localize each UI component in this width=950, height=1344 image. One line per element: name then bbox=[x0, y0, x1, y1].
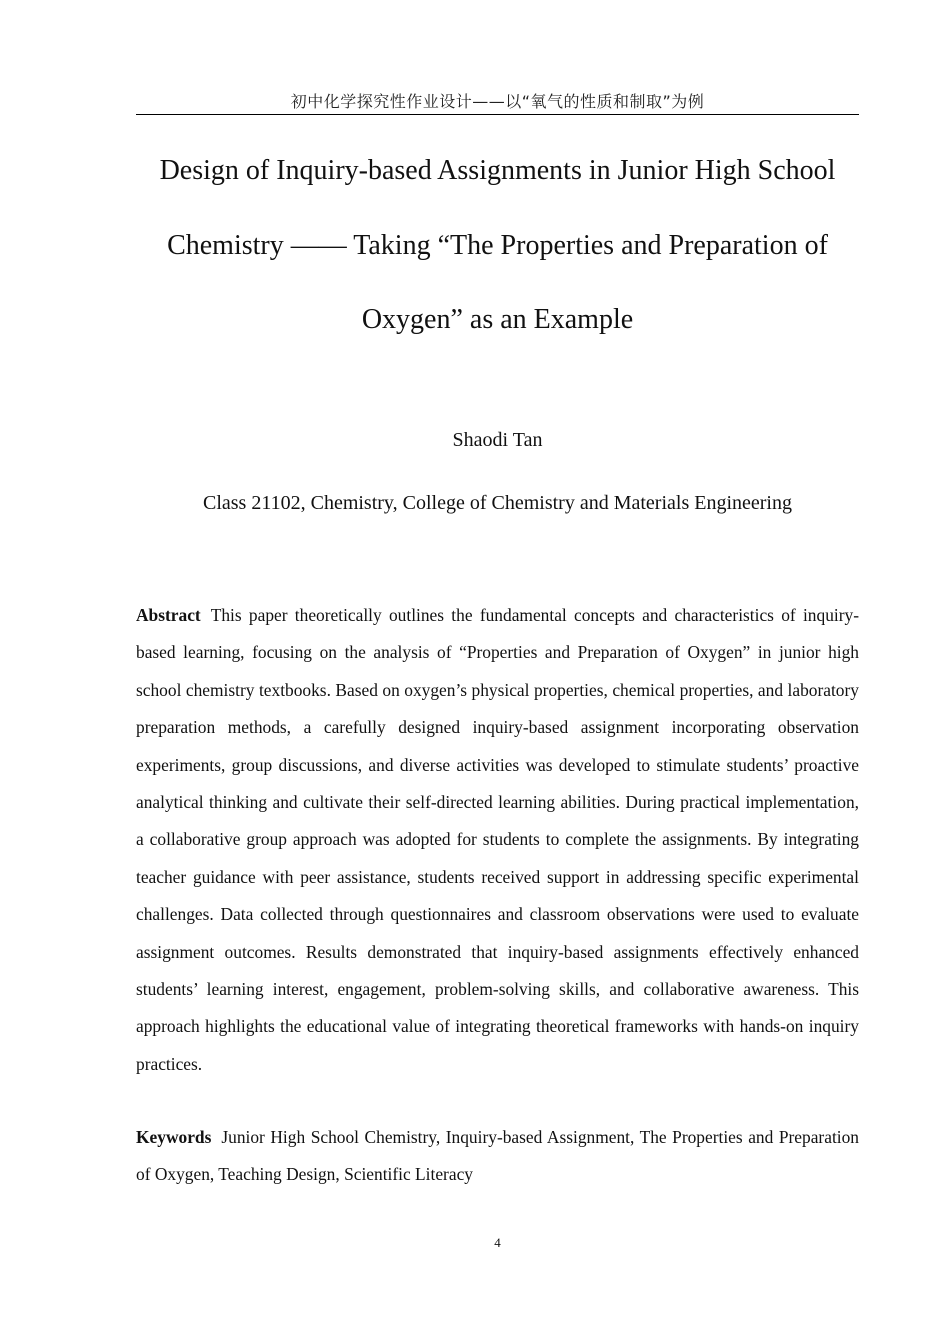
keywords-paragraph bbox=[136, 1119, 859, 1193]
keywords-label: Keywords bbox=[136, 1127, 212, 1147]
abstract-text: This paper theoretically outlines the fundamental concepts and characteristics of inquiry-based learning, focusing on the analysis of “Properties and Preparation of Oxygen” in junior high school chemistry textbooks. Based on oxygen’s physical properties, chemical properties, and laboratory preparation methods, a carefully designed inquiry-based assignment incorporating observation experiments, group discussions, and diverse activities was developed to stimulate students’ proactive analytical thinking and cultivate their self-directed learning abilities. During practical implementation, a collaborative group approach was adopted for students to complete the assignments. By integrating teacher guidance with peer assistance, students received support in addressing specific experimental challenges. Data collected through questionnaires and classroom observations were used to evaluate assignment outcomes. Results demonstrated that inquiry-based assignments effectively enhanced students’ learning interest, engagement, problem-solving skills, and collaborative awareness. This approach highlights the educational value of integrating theoretical frameworks with hands-on inquiry practices. bbox=[136, 605, 859, 1074]
header-rule bbox=[136, 114, 859, 115]
abstract-paragraph bbox=[136, 597, 859, 1083]
author-affiliation: Class 21102, Chemistry, College of Chemistry and Materials Engineering bbox=[203, 492, 792, 514]
paper-title: Design of Inquiry-based Assignments in Junior High School Chemistry —— Taking “The Properties and Preparation of Oxygen” as an Example bbox=[159, 155, 836, 335]
running-header: 初中化学探究性作业设计——以“氧气的性质和制取”为例 bbox=[290, 92, 705, 111]
page-number: 4 bbox=[494, 1235, 501, 1250]
author-name: Shaodi Tan bbox=[452, 429, 543, 451]
abstract-label: Abstract bbox=[136, 605, 201, 625]
keywords-text: Junior High School Chemistry, Inquiry-based Assignment, The Properties and Preparation of Oxygen, Teaching Design, Scientific Literacy bbox=[136, 1127, 859, 1184]
